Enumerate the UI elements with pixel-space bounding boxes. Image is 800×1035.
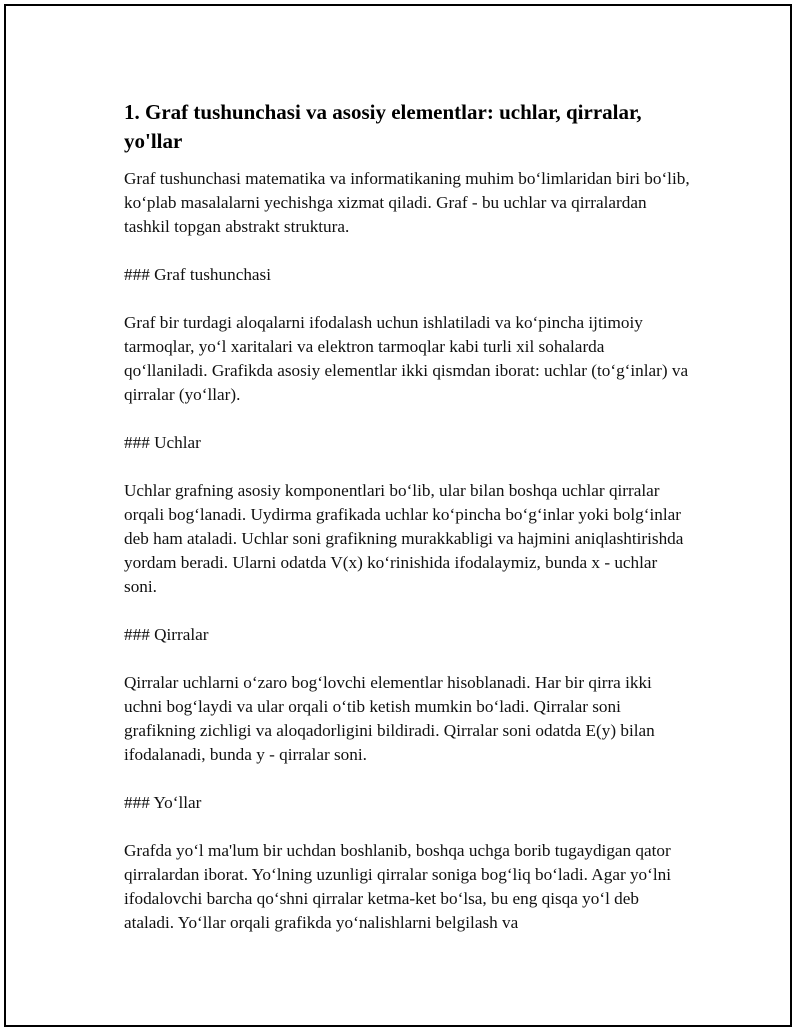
paragraph-yollar: Grafda yo‘l ma'lum bir uchdan boshlanib, boshqa uchga borib tugaydigan qator qirralardan iborat. Yo‘lning uzunligi qirralar soniga bog‘liq bo‘ladi. Agar yo‘lni ifodalovchi barcha qo‘shni qirralar ketma-ket bo‘lsa, bu eng qisqa yo‘l deb ataladi. Yo‘llar orqali grafikda yo‘nalishlarni belgilash va bbox=[124, 841, 672, 932]
subheading-qirralar: ### Qirralar bbox=[124, 625, 209, 644]
section-title: 1. Graf tushunchasi va asosiy elementlar: uchlar, qirralar, yo'llar bbox=[124, 100, 642, 153]
paragraph-qirralar: Qirralar uchlarni o‘zaro bog‘lovchi elementlar hisoblanadi. Har bir qirra ikki uchni bog‘laydi va ular orqali o‘tib ketish mumkin bo‘ladi. Qirralar soni grafikning zichligi va aloqadorligini bildiradi. Qirralar soni odatda E(y) bilan ifodalanadi, bunda y - qirralar soni. bbox=[124, 673, 655, 764]
page-frame bbox=[4, 4, 792, 1027]
paragraph-uchlar: Uchlar grafning asosiy komponentlari bo‘lib, ular bilan boshqa uchlar qirralar orqali bog‘lanadi. Uydirma grafikada uchlar ko‘pincha bo‘g‘inlar yoki bolg‘inlar deb ham ataladi. Uchlar soni grafikning murakkabligi va hajmini aniqlashtirishda yordam beradi. Ularni odatda V(x) ko‘rinishida ifodalaymiz, bunda x - uchlar soni. bbox=[124, 481, 684, 596]
subheading-uchlar: ### Uchlar bbox=[124, 433, 201, 452]
document-body bbox=[120, 98, 692, 959]
intro-paragraph: Graf tushunchasi matematika va informatikaning muhim bo‘limlaridan biri bo‘lib, ko‘plab masalalarni yechishga xizmat qiladi. Graf - bu uchlar va qirralardan tashkil topgan abstrakt struktura. bbox=[124, 169, 690, 236]
paragraph-graf-tushunchasi: Graf bir turdagi aloqalarni ifodalash uchun ishlatiladi va ko‘pincha ijtimoiy tarmoqlar, yo‘l xaritalari va elektron tarmoqlar kabi turli xil sohalarda qo‘llaniladi. Grafikda asosiy elementlar ikki qismdan iborat: uchlar (to‘g‘inlar) va qirralar (yo‘llar). bbox=[124, 313, 689, 404]
subheading-graf-tushunchasi: ### Graf tushunchasi bbox=[124, 265, 272, 284]
subheading-yollar: ### Yo‘llar bbox=[124, 793, 202, 812]
